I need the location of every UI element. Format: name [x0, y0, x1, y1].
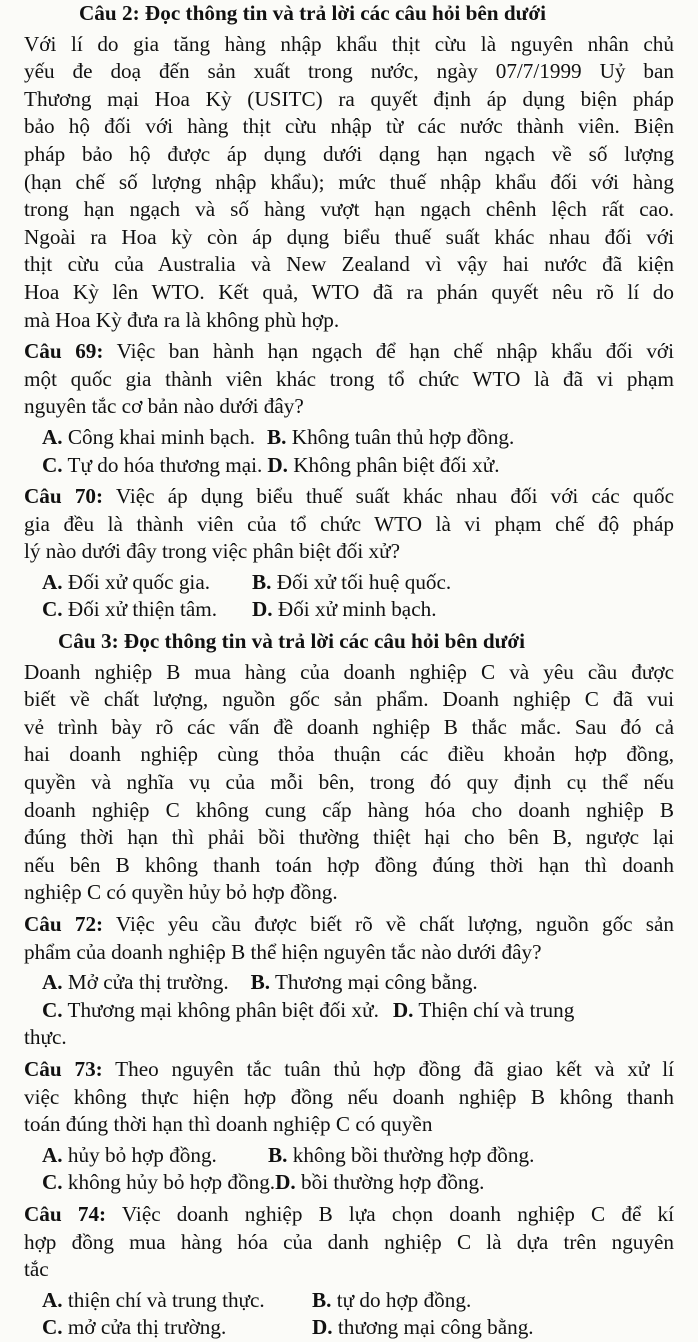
- q70-label: Câu 70:: [24, 484, 104, 509]
- q72-label: Câu 72:: [24, 912, 104, 936]
- sec3-line-7: đúng thời hạn thì phải bồi thường thiệt hại cho bên B, ngược lại: [24, 825, 674, 850]
- sec3-line-6: doanh nghiệp C không cung cấp hàng hóa cho doanh nghiệp B: [24, 797, 674, 822]
- q69-line-1: [24, 338, 674, 366]
- section-2-title: Câu 2: Đọc thông tin và trả lời các câu hỏi bên dưới: [79, 1, 547, 25]
- q72-option-c[interactable]: C. Thương mại không phân biệt đối xử.: [42, 997, 379, 1022]
- sec3-line-4: hai doanh nghiệp cùng thỏa thuận các điều khoản hợp đồng,: [24, 742, 674, 767]
- sec3-line-1: Doanh nghiệp B mua hàng của doanh nghiệp C và yêu cầu được: [24, 659, 674, 684]
- q69-line-3: nguyên tắc cơ bản nào dưới đây?: [24, 394, 304, 419]
- q70-line-1: [24, 483, 674, 511]
- q72-options-row-1: [24, 969, 674, 997]
- q73-option-c[interactable]: C. không hủy bỏ hợp đồng.: [42, 1170, 276, 1195]
- q72-option-d[interactable]: D. Thiện chí và trung: [392, 997, 575, 1022]
- sec2-line-1: Với lí do gia tăng hàng nhập khẩu thịt cừu là nguyên nhân chủ: [24, 31, 674, 56]
- sec2-line-11: mà Hoa Kỳ đưa ra là không phù hợp.: [24, 307, 340, 332]
- q73-options-row-2: [24, 1169, 674, 1197]
- sec2-line-2: yếu đe doạ đến sản xuất trong nước, ngày 07/7/1999 Uỷ ban: [24, 59, 674, 84]
- sec3-line-8: nếu bên B không thanh toán hợp đồng đúng thời hạn thì doanh: [24, 852, 674, 877]
- q69-line-2: một quốc gia thành viên khác trong tổ chức WTO là đã vi phạm: [24, 366, 674, 391]
- sec2-line-7: trong hạn ngạch và số hàng vượt hạn ngạch chênh lệch rất cao.: [24, 197, 674, 222]
- q74-text-1: Việc doanh nghiệp B lựa chọn doanh nghiệp C để kí: [106, 1201, 674, 1226]
- q72-text-1: Việc yêu cầu được biết rõ về chất lượng, nguồn gốc sản: [103, 912, 674, 936]
- q72-option-a[interactable]: A. Mở cửa thị trường.: [42, 970, 229, 995]
- q73-text-1: Theo nguyên tắc tuân thủ hợp đồng đã giao kết và xử lí: [102, 1056, 674, 1081]
- q73-line-1: [24, 1056, 674, 1084]
- q73-option-d[interactable]: D. bồi thường hợp đồng.: [275, 1170, 485, 1195]
- q69-text-1: Việc ban hành hạn ngạch để hạn chế nhập khẩu đối với: [103, 339, 674, 364]
- q72-option-b[interactable]: B. Thương mại công bằng.: [250, 970, 478, 995]
- sec3-line-9: nghiệp C có quyền hủy bỏ hợp đồng.: [24, 880, 338, 905]
- sec3-line-3: vẻ trình bày rõ các vấn đề doanh nghiệp B thắc mắc. Sau đó cả: [24, 714, 674, 739]
- q73-option-b[interactable]: B. không bồi thường hợp đồng.: [268, 1142, 535, 1167]
- sec3-line-5: quyền và nghĩa vụ của mỗi bên, trong đó quy định cụ thể nếu: [24, 770, 674, 795]
- sec3-line-2: biết về chất lượng, nguồn gốc sản phẩm. Doanh nghiệp C đã vui: [24, 687, 674, 712]
- q74-option-d[interactable]: D. thương mại công bằng.: [312, 1315, 534, 1340]
- sec2-line-10: Hoa Kỳ lên WTO. Kết quả, WTO đã ra phán quyết nêu rõ lí do: [24, 279, 674, 304]
- q70-option-c[interactable]: C. Đối xử thiện tâm.: [42, 597, 218, 622]
- q73-line-2: việc không thực hiện hợp đồng nếu doanh nghiệp B không thanh: [24, 1084, 674, 1109]
- q72-options-row-2: [24, 997, 674, 1025]
- q74-line-1: [24, 1201, 674, 1229]
- q72-line-1: [24, 911, 674, 939]
- q73-label: Câu 73:: [24, 1056, 103, 1081]
- q70-text-1: Việc áp dụng biểu thuế suất khác nhau đối với các quốc: [103, 484, 674, 509]
- q73-options-row-1: [24, 1142, 674, 1170]
- sec2-line-6: (hạn chế số lượng nhập khẩu); mức thuế nhập khẩu đối với hàng: [24, 169, 674, 194]
- q70-line-3: lý nào dưới đây trong việc phân biệt đối xử?: [24, 539, 401, 564]
- q70-option-a[interactable]: A. Đối xử quốc gia.: [42, 569, 211, 594]
- q72-option-d-continued: thực.: [24, 1025, 67, 1050]
- q69-options-row-2: [24, 452, 674, 480]
- q74-options-row-2: [24, 1314, 674, 1342]
- sec2-line-8: Ngoài ra Hoa kỳ còn áp dụng biểu thuế suất khác nhau đối với: [24, 224, 674, 249]
- q70-option-b[interactable]: B. Đối xử tối huệ quốc.: [252, 569, 452, 594]
- sec2-line-3: Thương mại Hoa Kỳ (USITC) ra quyết định áp dụng biện pháp: [24, 86, 674, 111]
- sec2-line-4: bảo hộ đối với hàng thịt cừu nhập từ các nước thành viên. Biện: [24, 114, 674, 139]
- q74-option-a[interactable]: A. thiện chí và trung thực.: [42, 1287, 265, 1312]
- q70-option-d[interactable]: D. Đối xử minh bạch.: [252, 597, 437, 622]
- sec2-line-5: pháp bảo hộ được áp dụng dưới dạng hạn ngạch về số lượng: [24, 141, 674, 166]
- q69-option-a[interactable]: A. Công khai minh bạch.: [42, 424, 256, 449]
- q73-line-3: toán đúng thời hạn thì doanh nghiệp C có quyền: [24, 1112, 433, 1137]
- q69-option-b[interactable]: B. Không tuân thủ hợp đồng.: [267, 424, 515, 449]
- q74-line-2: hợp đồng mua hàng hóa của danh nghiệp C là dựa trên nguyên: [24, 1229, 674, 1254]
- q69-label: Câu 69:: [24, 339, 104, 364]
- sec2-line-9: thịt cừu của Australia và New Zealand vì vậy hai nước đã kiện: [24, 252, 674, 277]
- q73-option-a[interactable]: A. hủy bỏ hợp đồng.: [42, 1142, 217, 1167]
- q70-options-row-1: [24, 569, 674, 597]
- q74-line-3: tắc: [24, 1257, 49, 1282]
- q69-option-d[interactable]: D. Không phân biệt đối xử.: [267, 452, 500, 477]
- q70-options-row-2: [24, 596, 674, 624]
- q74-option-b[interactable]: B. tự do hợp đồng.: [312, 1287, 472, 1312]
- q74-label: Câu 74:: [24, 1201, 107, 1226]
- q69-options-row-1: [24, 424, 674, 452]
- q69-option-c[interactable]: C. Tự do hóa thương mại.: [42, 452, 263, 477]
- q74-option-c[interactable]: C. mở cửa thị trường.: [42, 1315, 227, 1340]
- q74-options-row-1: [24, 1287, 674, 1315]
- q70-line-2: gia đều là thành viên của tổ chức WTO là vi phạm chế độ pháp: [24, 511, 674, 536]
- q72-line-2: phẩm của doanh nghiệp B thể hiện nguyên tắc nào dưới đây?: [24, 939, 542, 964]
- section-3-title: Câu 3: Đọc thông tin và trả lời các câu hỏi bên dưới: [58, 629, 526, 654]
